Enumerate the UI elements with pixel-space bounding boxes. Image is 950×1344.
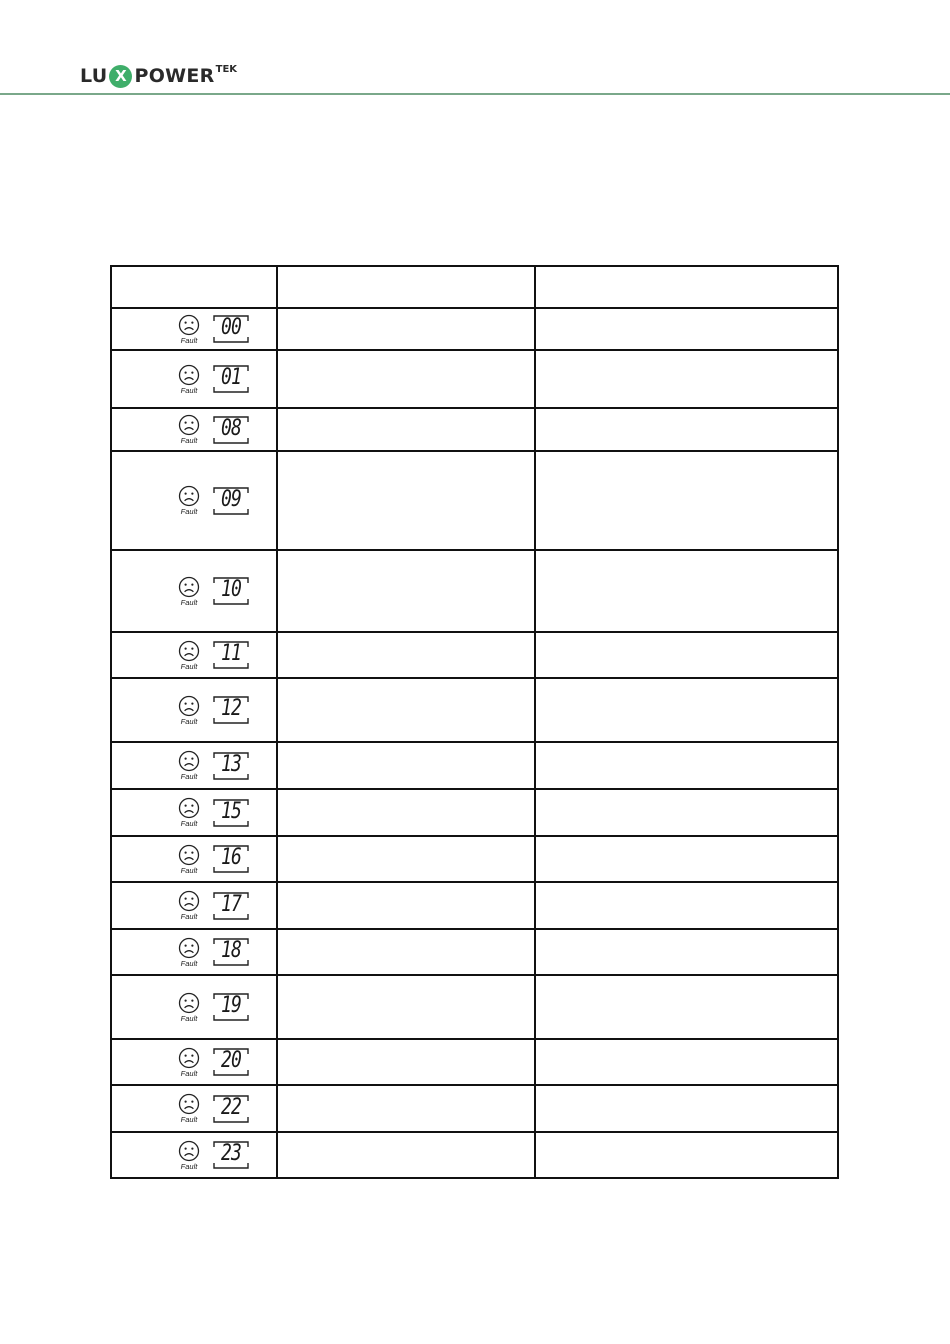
- fault-display: [112, 314, 276, 345]
- fault-display: [112, 640, 276, 671]
- fault-code-table: [110, 265, 839, 1179]
- display-cell: [111, 882, 277, 929]
- fault-indicator: [178, 695, 200, 726]
- fault-label: Fault: [180, 958, 198, 968]
- fault-label: Fault: [180, 1115, 198, 1124]
- sad-face-icon: [178, 750, 200, 772]
- fault-code: 17: [220, 891, 242, 917]
- fault-display: [112, 937, 276, 968]
- fault-display: [112, 750, 276, 781]
- table-row: [111, 742, 838, 789]
- lcd-code-display: [212, 576, 250, 606]
- cause-cell: [277, 882, 535, 929]
- fault-indicator: [178, 414, 200, 445]
- fault-indicator: [178, 1047, 200, 1078]
- sad-face-icon: [178, 890, 200, 912]
- lcd-code-display: [212, 486, 250, 516]
- table-header-row: [111, 266, 838, 308]
- table-row: [111, 882, 838, 929]
- header-cell-display: [111, 266, 277, 308]
- fault-label: Fault: [180, 597, 198, 607]
- fault-label: Fault: [180, 436, 198, 445]
- fault-indicator: [178, 1093, 200, 1124]
- table-row: [111, 789, 838, 836]
- fault-code: 13: [220, 751, 242, 777]
- solution-cell: [535, 975, 838, 1039]
- lcd-code-display: [212, 1094, 250, 1124]
- table-row: [111, 408, 838, 451]
- solution-cell: [535, 350, 838, 408]
- fault-code: 18: [220, 938, 242, 963]
- logo-x-icon: X: [109, 65, 132, 88]
- fault-code: 09: [220, 486, 242, 512]
- fault-code: 10: [220, 577, 242, 602]
- display-cell: [111, 1039, 277, 1085]
- sad-face-icon: [178, 414, 200, 436]
- fault-code: 12: [220, 696, 242, 721]
- cause-cell: [277, 308, 535, 350]
- solution-cell: [535, 1039, 838, 1085]
- display-cell: [111, 408, 277, 451]
- table-row: [111, 632, 838, 678]
- cause-cell: [277, 836, 535, 882]
- solution-cell: [535, 882, 838, 929]
- table-row: [111, 451, 838, 550]
- sad-face-icon: [178, 1140, 200, 1162]
- table-row: [111, 678, 838, 742]
- header-cell-cause: [277, 266, 535, 308]
- solution-cell: [535, 742, 838, 789]
- fault-label: Fault: [180, 1161, 198, 1171]
- fault-code: 22: [220, 1094, 242, 1120]
- fault-display: [112, 364, 276, 395]
- fault-label: Fault: [180, 772, 198, 781]
- solution-cell: [535, 308, 838, 350]
- cause-cell: [277, 742, 535, 789]
- sad-face-icon: [178, 992, 200, 1014]
- cause-cell: [277, 408, 535, 451]
- fault-code: 16: [220, 845, 242, 870]
- cause-cell: [277, 789, 535, 836]
- fault-display: [112, 797, 276, 828]
- table-row: [111, 1039, 838, 1085]
- solution-cell: [535, 929, 838, 975]
- cause-cell: [277, 550, 535, 632]
- lcd-code-display: [212, 364, 250, 394]
- cause-cell: [277, 632, 535, 678]
- fault-indicator: [178, 890, 200, 921]
- display-cell: [111, 975, 277, 1039]
- fault-display: [112, 576, 276, 607]
- sad-face-icon: [178, 844, 200, 866]
- cause-cell: [277, 1039, 535, 1085]
- fault-display: [112, 695, 276, 726]
- fault-label: Fault: [180, 865, 198, 875]
- fault-display: [112, 844, 276, 875]
- cause-cell: [277, 975, 535, 1039]
- header-divider: [0, 93, 950, 95]
- fault-display: [112, 890, 276, 921]
- fault-indicator: [178, 844, 200, 875]
- solution-cell: [535, 451, 838, 550]
- brand-logo: [80, 62, 237, 90]
- display-cell: [111, 451, 277, 550]
- fault-indicator: [178, 640, 200, 671]
- fault-display: [112, 1140, 276, 1171]
- solution-cell: [535, 1132, 838, 1178]
- display-cell: [111, 1085, 277, 1132]
- lcd-code-display: [212, 891, 250, 921]
- display-cell: [111, 929, 277, 975]
- fault-display: [112, 485, 276, 516]
- sad-face-icon: [178, 937, 200, 959]
- fault-label: Fault: [180, 661, 198, 671]
- fault-code: 20: [220, 1048, 242, 1073]
- header-cell-solution: [535, 266, 838, 308]
- cause-cell: [277, 1132, 535, 1178]
- cause-cell: [277, 929, 535, 975]
- lcd-code-display: [212, 1140, 250, 1170]
- fault-indicator: [178, 364, 200, 395]
- solution-cell: [535, 550, 838, 632]
- cause-cell: [277, 451, 535, 550]
- fault-indicator: [178, 797, 200, 828]
- fault-display: [112, 992, 276, 1023]
- fault-label: Fault: [180, 1068, 198, 1078]
- display-cell: [111, 632, 277, 678]
- table-row: [111, 308, 838, 350]
- display-cell: [111, 308, 277, 350]
- display-cell: [111, 836, 277, 882]
- sad-face-icon: [178, 364, 200, 386]
- sad-face-icon: [178, 1047, 200, 1069]
- fault-display: [112, 414, 276, 445]
- fault-indicator: [178, 1140, 200, 1171]
- table-row: [111, 929, 838, 975]
- solution-cell: [535, 789, 838, 836]
- solution-cell: [535, 1085, 838, 1132]
- table-row: [111, 1132, 838, 1178]
- lcd-code-display: [212, 695, 250, 725]
- sad-face-icon: [178, 797, 200, 819]
- fault-indicator: [178, 485, 200, 516]
- display-cell: [111, 550, 277, 632]
- lcd-code-display: [212, 314, 250, 344]
- fault-code: 00: [220, 315, 242, 340]
- fault-code: 01: [220, 365, 242, 390]
- cause-cell: [277, 1085, 535, 1132]
- lcd-code-display: [212, 1047, 250, 1077]
- table-row: [111, 975, 838, 1039]
- logo-text-left: LU: [80, 65, 108, 87]
- lcd-code-display: [212, 992, 250, 1022]
- lcd-code-display: [212, 415, 250, 445]
- fault-label: Fault: [180, 335, 198, 345]
- fault-label: Fault: [180, 912, 198, 921]
- lcd-code-display: [212, 640, 250, 670]
- fault-indicator: [178, 937, 200, 968]
- fault-display: [112, 1093, 276, 1124]
- fault-indicator: [178, 576, 200, 607]
- lcd-code-display: [212, 937, 250, 967]
- fault-display: [112, 1047, 276, 1078]
- cause-cell: [277, 678, 535, 742]
- logo-superscript: TEK: [215, 64, 238, 75]
- fault-code: 19: [220, 993, 242, 1018]
- display-cell: [111, 350, 277, 408]
- logo-text-right: POWER: [134, 65, 215, 87]
- table-row: [111, 836, 838, 882]
- sad-face-icon: [178, 1093, 200, 1115]
- fault-label: Fault: [180, 819, 198, 828]
- sad-face-icon: [178, 640, 200, 662]
- table-row: [111, 1085, 838, 1132]
- sad-face-icon: [178, 576, 200, 598]
- display-cell: [111, 678, 277, 742]
- solution-cell: [535, 408, 838, 451]
- fault-label: Fault: [180, 716, 198, 726]
- fault-code: 15: [220, 798, 242, 824]
- display-cell: [111, 789, 277, 836]
- cause-cell: [277, 350, 535, 408]
- fault-label: Fault: [180, 385, 198, 395]
- solution-cell: [535, 632, 838, 678]
- fault-indicator: [178, 314, 200, 345]
- fault-indicator: [178, 992, 200, 1023]
- solution-cell: [535, 678, 838, 742]
- fault-code: 23: [220, 1141, 242, 1166]
- lcd-code-display: [212, 844, 250, 874]
- sad-face-icon: [178, 695, 200, 717]
- lcd-code-display: [212, 798, 250, 828]
- table-row: [111, 350, 838, 408]
- fault-code: 11: [220, 641, 242, 666]
- sad-face-icon: [178, 314, 200, 336]
- sad-face-icon: [178, 485, 200, 507]
- table-row: [111, 550, 838, 632]
- display-cell: [111, 742, 277, 789]
- display-cell: [111, 1132, 277, 1178]
- fault-label: Fault: [180, 1013, 198, 1023]
- fault-indicator: [178, 750, 200, 781]
- solution-cell: [535, 836, 838, 882]
- fault-label: Fault: [180, 507, 198, 516]
- fault-code: 08: [220, 415, 242, 441]
- lcd-code-display: [212, 751, 250, 781]
